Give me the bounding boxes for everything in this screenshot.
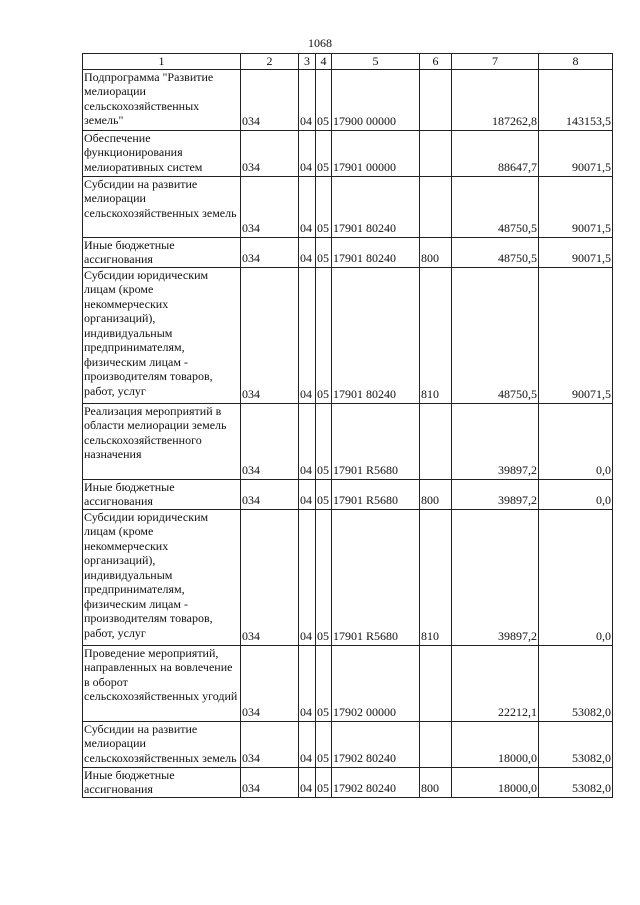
column-header-3: 3	[299, 54, 316, 70]
cell-admin-code: 034	[241, 479, 299, 509]
cell-section: 04	[299, 403, 316, 479]
table-row	[83, 479, 613, 509]
budget-table	[82, 53, 613, 798]
cell-subsection: 05	[316, 767, 332, 797]
cell-admin-code: 034	[241, 509, 299, 645]
table-row	[83, 645, 613, 721]
cell-name: Подпрограмма "Развитие мелиорации сельскохозяйственных земель"	[83, 69, 241, 130]
cell-target-code: 17901 R5680	[332, 403, 420, 479]
cell-target-code: 17901 80240	[332, 176, 420, 237]
table-row	[83, 237, 613, 267]
cell-expense-type	[420, 130, 452, 176]
cell-name: Субсидии на развитие мелиорации сельскохозяйственных земель	[83, 721, 241, 767]
cell-amount-2: 143153,5	[539, 69, 613, 130]
cell-section: 04	[299, 645, 316, 721]
cell-name: Реализация мероприятий в области мелиорации земель сельскохозяйственного назначения	[83, 403, 241, 479]
table-row	[83, 767, 613, 797]
cell-target-code: 17901 80240	[332, 237, 420, 267]
cell-amount-2: 90071,5	[539, 130, 613, 176]
cell-subsection: 05	[316, 237, 332, 267]
cell-subsection: 05	[316, 267, 332, 403]
table-row	[83, 69, 613, 130]
column-header-4: 4	[316, 54, 332, 70]
table-row	[83, 176, 613, 237]
cell-admin-code: 034	[241, 767, 299, 797]
header-row	[83, 54, 613, 70]
cell-target-code: 17902 00000	[332, 645, 420, 721]
cell-subsection: 05	[316, 130, 332, 176]
cell-target-code: 17902 80240	[332, 721, 420, 767]
cell-amount-1: 18000,0	[452, 767, 539, 797]
cell-expense-type	[420, 645, 452, 721]
cell-section: 04	[299, 237, 316, 267]
cell-amount-2: 0,0	[539, 479, 613, 509]
column-header-8: 8	[539, 54, 613, 70]
cell-admin-code: 034	[241, 645, 299, 721]
cell-amount-1: 22212,1	[452, 645, 539, 721]
cell-expense-type	[420, 721, 452, 767]
cell-amount-2: 53082,0	[539, 721, 613, 767]
cell-name: Субсидии на развитие мелиорации сельскохозяйственных земель	[83, 176, 241, 237]
table-row	[83, 509, 613, 645]
column-header-2: 2	[241, 54, 299, 70]
table-row	[83, 267, 613, 403]
column-header-5: 5	[332, 54, 420, 70]
cell-target-code: 17900 00000	[332, 69, 420, 130]
cell-amount-2: 53082,0	[539, 767, 613, 797]
cell-expense-type	[420, 403, 452, 479]
cell-admin-code: 034	[241, 130, 299, 176]
cell-target-code: 17902 80240	[332, 767, 420, 797]
column-header-6: 6	[420, 54, 452, 70]
cell-admin-code: 034	[241, 267, 299, 403]
cell-subsection: 05	[316, 721, 332, 767]
cell-subsection: 05	[316, 509, 332, 645]
cell-section: 04	[299, 267, 316, 403]
cell-amount-2: 0,0	[539, 509, 613, 645]
cell-name: Обеспечение функционирования мелиоративных систем	[83, 130, 241, 176]
cell-amount-1: 39897,2	[452, 403, 539, 479]
cell-amount-2: 90071,5	[539, 176, 613, 237]
cell-amount-1: 48750,5	[452, 267, 539, 403]
cell-section: 04	[299, 130, 316, 176]
cell-expense-type: 800	[420, 767, 452, 797]
cell-expense-type: 810	[420, 509, 452, 645]
cell-admin-code: 034	[241, 237, 299, 267]
cell-name: Субсидии юридическим лицам (кроме некоммерческих организаций), индивидуальным предпринимателям, физическим лицам - производителям товаров, работ, услуг	[83, 267, 241, 403]
table-row	[83, 130, 613, 176]
cell-subsection: 05	[316, 479, 332, 509]
cell-expense-type	[420, 69, 452, 130]
cell-name: Иные бюджетные ассигнования	[83, 767, 241, 797]
cell-section: 04	[299, 509, 316, 645]
cell-section: 04	[299, 69, 316, 130]
cell-admin-code: 034	[241, 721, 299, 767]
cell-amount-2: 0,0	[539, 403, 613, 479]
cell-section: 04	[299, 479, 316, 509]
cell-amount-1: 18000,0	[452, 721, 539, 767]
cell-expense-type	[420, 176, 452, 237]
cell-target-code: 17901 00000	[332, 130, 420, 176]
cell-amount-2: 90071,5	[539, 267, 613, 403]
cell-amount-1: 88647,7	[452, 130, 539, 176]
cell-section: 04	[299, 176, 316, 237]
cell-amount-1: 48750,5	[452, 176, 539, 237]
column-header-7: 7	[452, 54, 539, 70]
cell-subsection: 05	[316, 645, 332, 721]
table-row	[83, 721, 613, 767]
cell-target-code: 17901 R5680	[332, 509, 420, 645]
table-body	[83, 69, 613, 797]
cell-subsection: 05	[316, 69, 332, 130]
page-number: 1068	[308, 36, 332, 50]
cell-expense-type: 800	[420, 479, 452, 509]
cell-admin-code: 034	[241, 176, 299, 237]
cell-name: Субсидии юридическим лицам (кроме некоммерческих организаций), индивидуальным предпринимателям, физическим лицам - производителям товаров, работ, услуг	[83, 509, 241, 645]
cell-amount-1: 39897,2	[452, 509, 539, 645]
cell-name: Иные бюджетные ассигнования	[83, 479, 241, 509]
cell-expense-type: 810	[420, 267, 452, 403]
table-row	[83, 403, 613, 479]
cell-amount-1: 39897,2	[452, 479, 539, 509]
cell-admin-code: 034	[241, 403, 299, 479]
cell-amount-2: 53082,0	[539, 645, 613, 721]
cell-section: 04	[299, 767, 316, 797]
cell-name: Проведение мероприятий, направленных на вовлечение в оборот сельскохозяйственных угодий	[83, 645, 241, 721]
cell-expense-type: 800	[420, 237, 452, 267]
cell-target-code: 17901 80240	[332, 267, 420, 403]
cell-subsection: 05	[316, 176, 332, 237]
cell-amount-1: 48750,5	[452, 237, 539, 267]
cell-subsection: 05	[316, 403, 332, 479]
cell-name: Иные бюджетные ассигнования	[83, 237, 241, 267]
cell-amount-1: 187262,8	[452, 69, 539, 130]
cell-target-code: 17901 R5680	[332, 479, 420, 509]
column-header-1: 1	[83, 54, 241, 70]
cell-section: 04	[299, 721, 316, 767]
cell-amount-2: 90071,5	[539, 237, 613, 267]
cell-admin-code: 034	[241, 69, 299, 130]
